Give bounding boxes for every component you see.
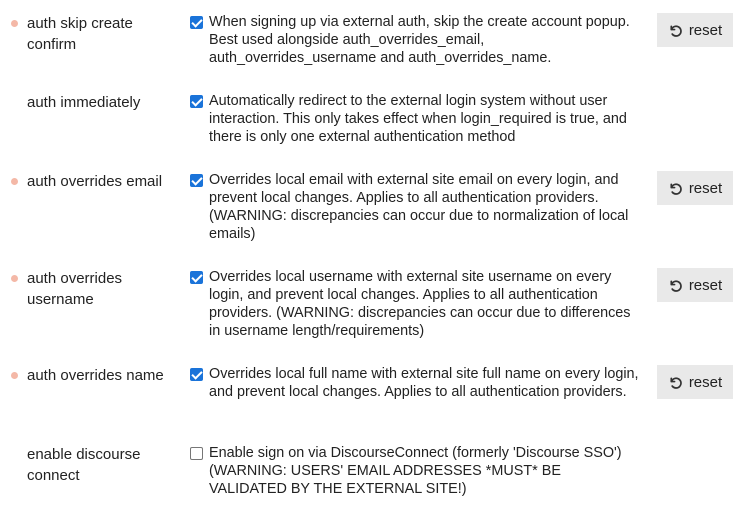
checkbox-icon[interactable] [190,368,203,381]
modified-dot-icon [11,178,18,185]
setting-description: Overrides local username with external site username on every login, and prevent local changes. Applies to all authentication providers. (WARNING: discrepancies can occur due to differences in username length/requirements) [209,269,631,339]
setting-description: Enable sign on via DiscourseConnect (formerly 'Discourse SSO') (WARNING: USERS' EMAIL ADDRESSES *MUST* BE VALIDATED BY THE EXTERNAL SITE!) [209,445,622,497]
checkbox-icon[interactable] [190,174,203,187]
reset-label: reset [688,179,723,197]
reset-button[interactable] [657,171,733,205]
setting-label: auth overrides email [27,173,163,190]
setting-description: Overrides local email with external site email on every login, and prevent local changes. Applies to all authentication providers. (WARNING: discrepancies can occur due to normalization of local emails) [209,172,629,242]
undo-icon [668,23,683,38]
setting-label: auth skip create confirm [27,15,133,53]
setting-description: Automatically redirect to the external login system without user interaction. This only takes effect when login_required is true, and there is only one external authentication method [209,93,627,145]
reset-button[interactable] [657,365,733,399]
setting-label: auth overrides username [27,270,123,308]
undo-icon [668,278,683,293]
reset-button[interactable] [657,13,733,47]
reset-button[interactable] [657,268,733,302]
modified-dot-icon [11,20,18,27]
reset-label: reset [688,373,723,391]
checkbox-icon[interactable] [190,95,203,108]
setting-description: Overrides local full name with external site full name on every login, and prevent local changes. Applies to all authentication providers. [209,366,639,400]
undo-icon [668,375,683,390]
reset-label: reset [688,21,723,39]
checkbox-icon[interactable] [190,271,203,284]
reset-label: reset [688,276,723,294]
modified-dot-icon [11,372,18,379]
setting-description: When signing up via external auth, skip the create account popup. Best used alongside auth_overrides_email, auth_overrides_username and auth_overrides_name. [209,14,630,66]
setting-label: auth overrides name [27,367,164,384]
modified-dot-icon [11,275,18,282]
undo-icon [668,181,683,196]
setting-label: enable discourse connect [27,446,141,484]
setting-label: auth immediately [27,94,141,111]
checkbox-icon[interactable] [190,447,203,460]
checkbox-icon[interactable] [190,16,203,29]
